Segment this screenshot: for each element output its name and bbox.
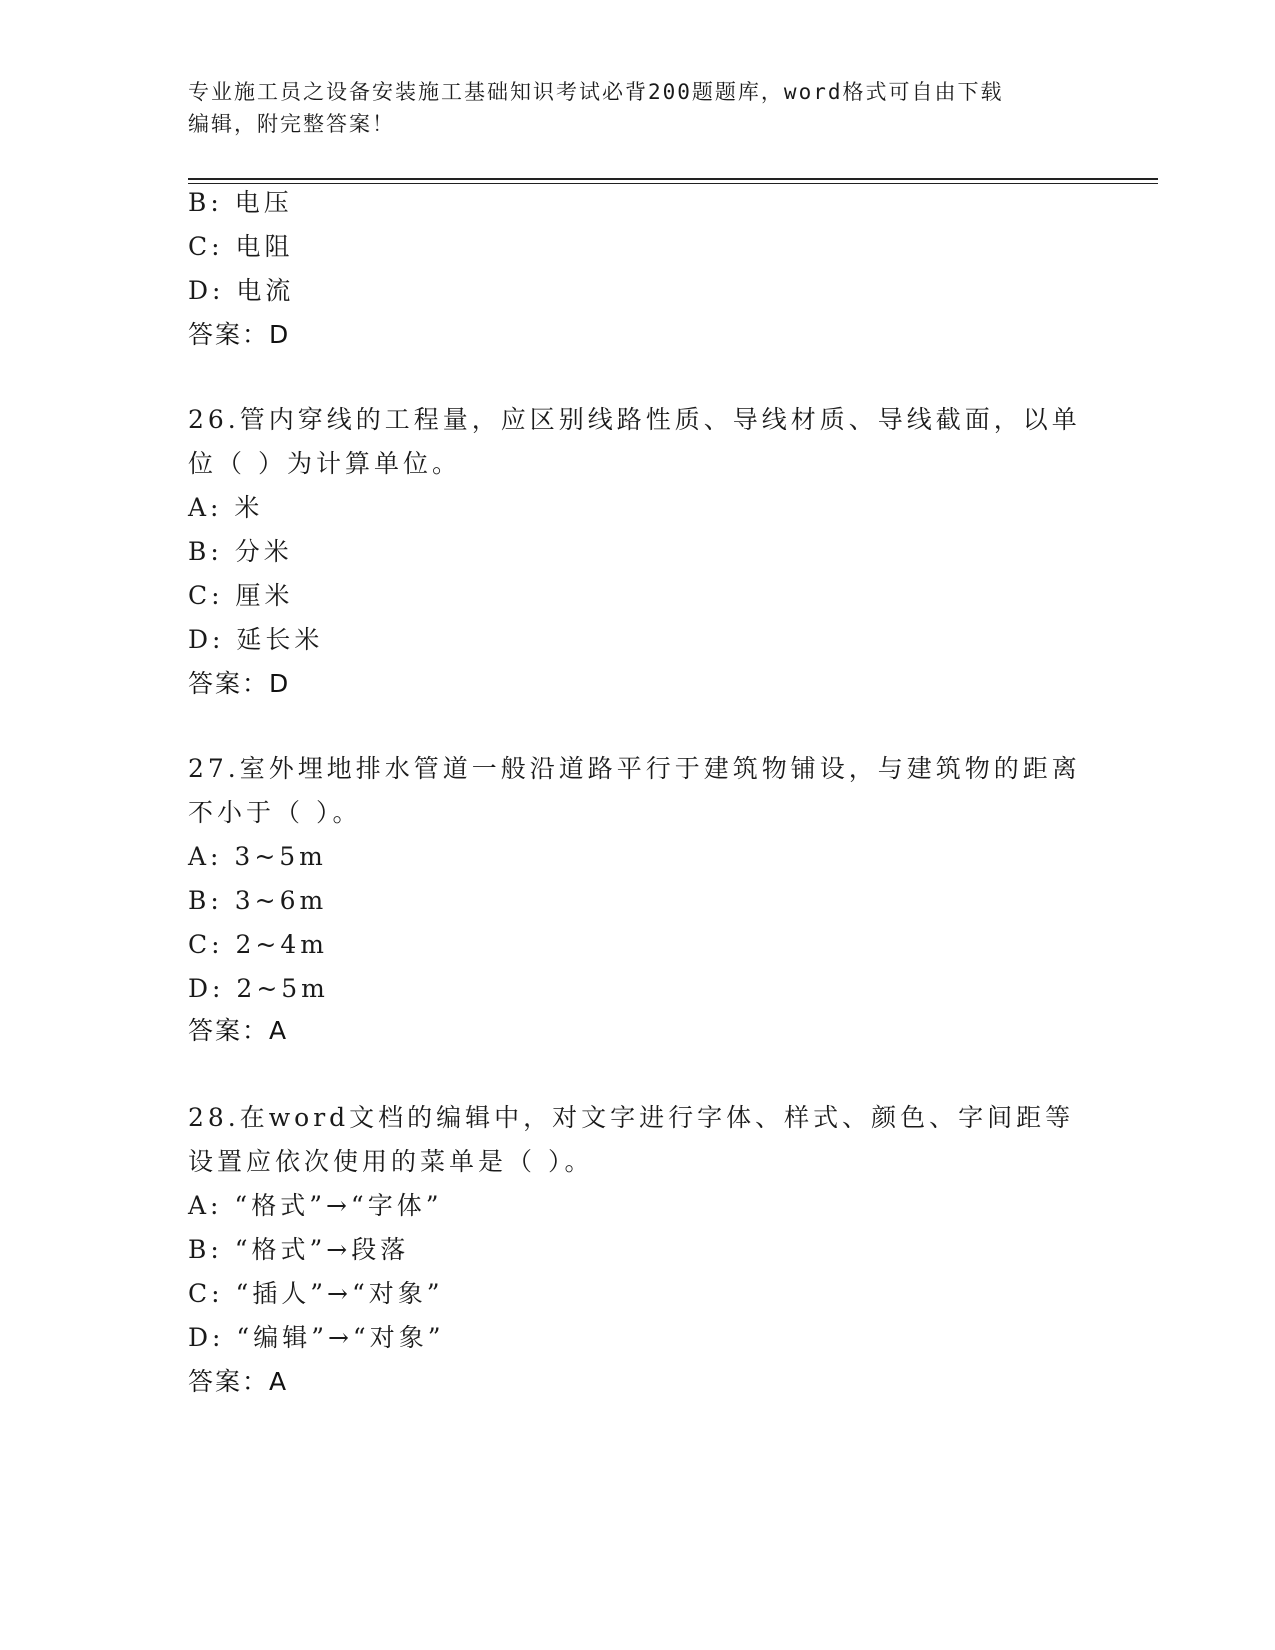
header-title-line1: 专业施工员之设备安装施工基础知识考试必背200题题库，word格式可自由下载 bbox=[188, 80, 1004, 104]
q26-answer: 答案：D bbox=[188, 669, 291, 698]
q27-option-b: B: 3~6m bbox=[188, 886, 328, 915]
q28-answer: 答案：A bbox=[188, 1367, 289, 1396]
q25-option-b: B: 电压 bbox=[188, 188, 293, 217]
q27-option-c: C: 2~4m bbox=[188, 930, 328, 959]
header-divider bbox=[188, 178, 1158, 180]
q26-stem-line2: 位（ ）为计算单位。 bbox=[188, 449, 461, 478]
q27-stem-line2: 不小于（ ）。 bbox=[188, 798, 362, 827]
q25-answer: 答案：D bbox=[188, 320, 291, 349]
q28-option-b: B: “格式”→段落 bbox=[188, 1235, 410, 1264]
q28-stem-line1: 28.在word文档的编辑中，对文字进行字体、样式、颜色、字间距等 bbox=[188, 1103, 1075, 1132]
q28-option-d: D: “编辑”→“对象” bbox=[188, 1323, 445, 1352]
q26-stem-line1: 26.管内穿线的工程量，应区别线路性质、导线材质、导线截面，以单 bbox=[188, 405, 1081, 434]
header-divider-thin bbox=[188, 183, 1158, 184]
q25-option-d: D: 电流 bbox=[188, 276, 295, 305]
q27-answer: 答案：A bbox=[188, 1016, 289, 1045]
q26-option-d: D: 延长米 bbox=[188, 625, 324, 654]
header-title-line2: 编辑，附完整答案！ bbox=[188, 112, 395, 136]
q27-option-a: A: 3~5m bbox=[188, 842, 327, 871]
q28-option-a: A: “格式”→“字体” bbox=[188, 1191, 443, 1220]
q28-stem-line2: 设置应依次使用的菜单是（ ）。 bbox=[188, 1147, 594, 1176]
document-header bbox=[188, 76, 1088, 140]
q27-stem-line1: 27.室外埋地排水管道一般沿道路平行于建筑物铺设，与建筑物的距离 bbox=[188, 754, 1081, 783]
q25-option-c: C: 电阻 bbox=[188, 232, 294, 261]
q26-option-a: A: 米 bbox=[188, 493, 264, 522]
q26-option-c: C: 厘米 bbox=[188, 581, 294, 610]
q26-option-b: B: 分米 bbox=[188, 537, 293, 566]
q28-option-c: C: “插人”→“对象” bbox=[188, 1279, 444, 1308]
q27-option-d: D: 2~5m bbox=[188, 974, 329, 1003]
